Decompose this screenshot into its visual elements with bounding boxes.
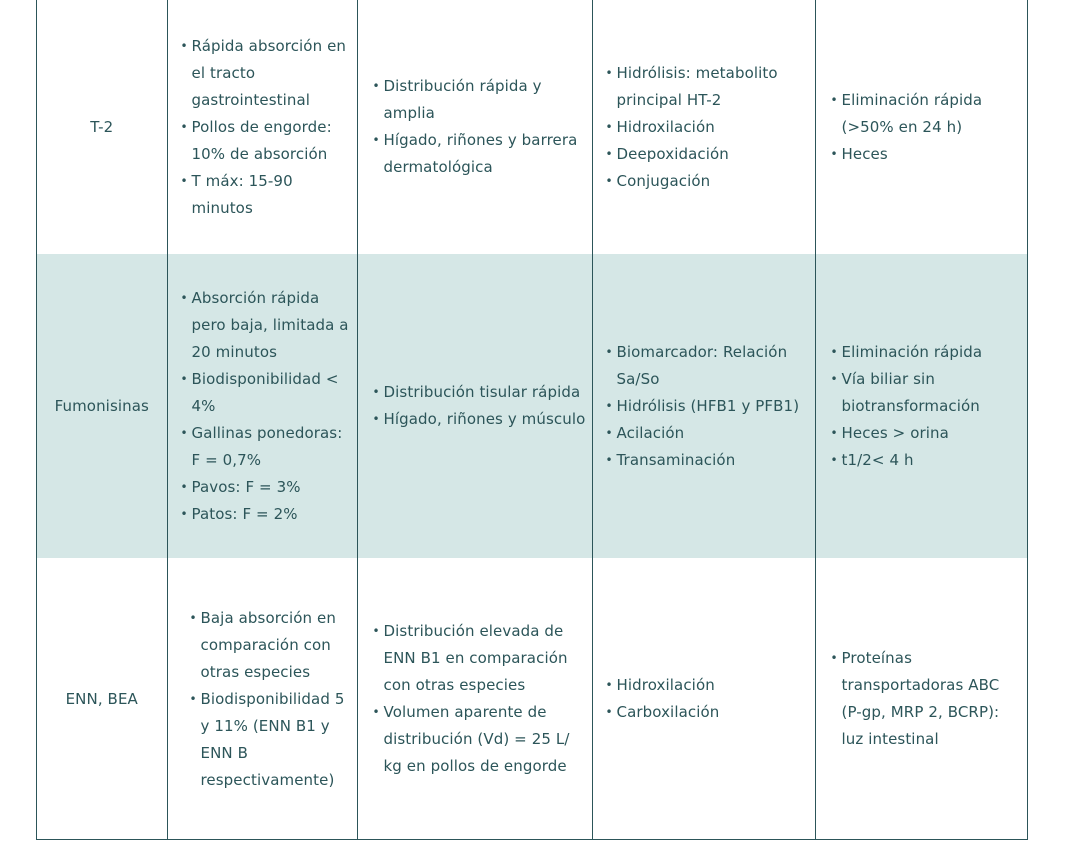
mycotoxin-name: ENN, BEA bbox=[65, 689, 138, 708]
list-item: • Patos: F = 2% bbox=[181, 501, 351, 528]
excretion-cell bbox=[815, 254, 1027, 558]
data-table bbox=[37, 0, 1027, 840]
list-item: • Hidrólisis (HFB1 y PFB1) bbox=[606, 393, 809, 420]
list-item: • Carboxilación bbox=[606, 699, 809, 726]
excretion-cell bbox=[815, 0, 1027, 254]
list-item: • Hidroxilación bbox=[606, 672, 809, 699]
absorption-cell bbox=[167, 558, 357, 840]
table-row-fumonisinas bbox=[37, 254, 1027, 558]
list-item: • t1/2< 4 h bbox=[831, 447, 1022, 474]
absorption-cell bbox=[167, 0, 357, 254]
distribution-cell bbox=[357, 558, 592, 840]
list-item: • Distribución tisular rápida bbox=[373, 379, 586, 406]
metabolism-cell bbox=[592, 0, 815, 254]
list-item: • Biomarcador: Relación Sa/So bbox=[606, 339, 809, 393]
list-item: • Eliminación rápida (>50% en 24 h) bbox=[831, 87, 1022, 141]
list-item: • Hígado, riñones y músculo bbox=[373, 406, 586, 433]
list-item: • Baja absorción en comparación con otras especies bbox=[190, 605, 351, 686]
list-item: • Hidroxilación bbox=[606, 114, 809, 141]
absorption-cell bbox=[167, 254, 357, 558]
list-item: • Distribución elevada de ENN B1 en comparación con otras especies bbox=[373, 618, 586, 699]
list-item: • Conjugación bbox=[606, 168, 809, 195]
list-item: • Proteínas transportadoras ABC (P-gp, MRP 2, BCRP): luz intestinal bbox=[831, 645, 1022, 753]
list-item: • Hidrólisis: metabolito principal HT-2 bbox=[606, 60, 809, 114]
mycotoxin-name: Fumonisinas bbox=[37, 254, 167, 558]
list-item: • Vía biliar sin biotransformación bbox=[831, 366, 1022, 420]
distribution-cell bbox=[357, 254, 592, 558]
list-item: • Biodisponibilidad < 4% bbox=[181, 366, 351, 420]
list-item: • Absorción rápida pero baja, limitada a 20 minutos bbox=[181, 285, 351, 366]
list-item: • Volumen aparente de distribución (Vd) = 25 L/ kg en pollos de engorde bbox=[373, 699, 586, 780]
list-item: • T máx: 15-90 minutos bbox=[181, 168, 351, 222]
list-item: • Heces bbox=[831, 141, 1022, 168]
list-item: • Heces > orina bbox=[831, 420, 1022, 447]
list-item: • Pavos: F = 3% bbox=[181, 474, 351, 501]
list-item: • Eliminación rápida bbox=[831, 339, 1022, 366]
list-item: • Deepoxidación bbox=[606, 141, 809, 168]
metabolism-cell bbox=[592, 558, 815, 840]
list-item: • Pollos de engorde: 10% de absorción bbox=[181, 114, 351, 168]
mycotoxin-name: T-2 bbox=[90, 117, 114, 136]
list-item: • Hígado, riñones y barrera dermatológica bbox=[373, 127, 586, 181]
list-item: • Rápida absorción en el tracto gastrointestinal bbox=[181, 33, 351, 114]
list-item: • Transaminación bbox=[606, 447, 809, 474]
table-row-t2 bbox=[37, 0, 1027, 254]
list-item: • Distribución rápida y amplia bbox=[373, 73, 586, 127]
list-item: • Acilación bbox=[606, 420, 809, 447]
table-row-enn-bea bbox=[37, 558, 1027, 840]
list-item: • Gallinas ponedoras: F = 0,7% bbox=[181, 420, 351, 474]
pharmacokinetics-table bbox=[36, 0, 1028, 840]
metabolism-cell bbox=[592, 254, 815, 558]
excretion-cell bbox=[815, 558, 1027, 840]
distribution-cell bbox=[357, 0, 592, 254]
list-item: • Biodisponibilidad 5 y 11% (ENN B1 y ENN B respectivamente) bbox=[190, 686, 351, 794]
